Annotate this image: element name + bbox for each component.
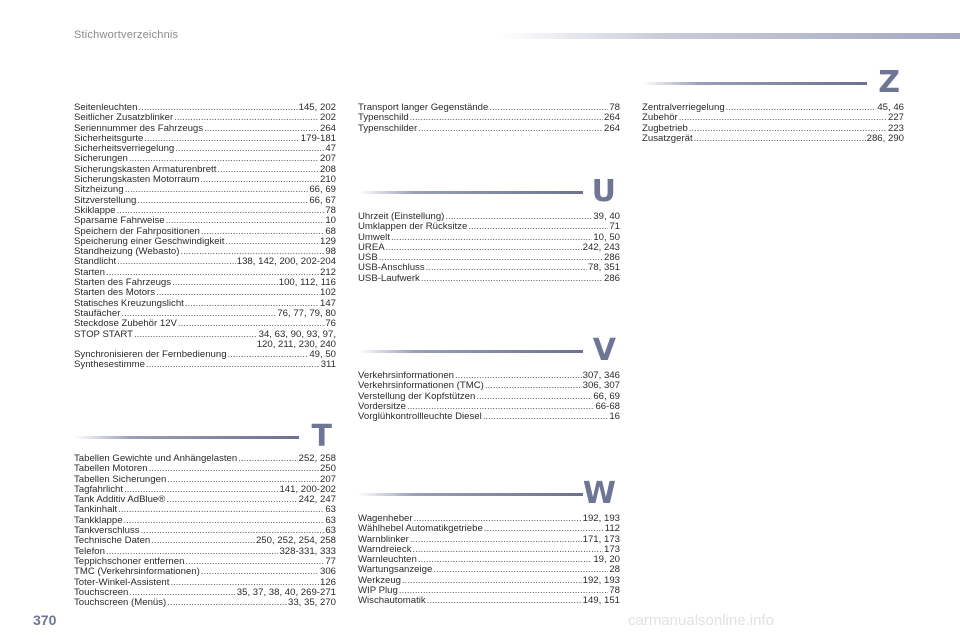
entry-term: Uhrzeit (Einstellung)	[358, 211, 445, 222]
entry-pages: 286	[603, 272, 620, 284]
dot-leader	[124, 516, 325, 526]
entry-pages: 145, 202	[298, 102, 336, 113]
entry-pages: 66-68	[595, 400, 620, 412]
entry-pages: 16	[609, 411, 620, 423]
index-list-v	[358, 371, 620, 422]
entry-pages: 192, 193	[582, 574, 620, 586]
letter-heading-w	[358, 476, 620, 511]
entry-pages: 227	[887, 112, 904, 124]
entry-pages: 141, 200-202	[279, 483, 336, 495]
entry-pages: 66, 67	[309, 194, 336, 206]
entry-pages: 102	[319, 287, 336, 299]
entry-pages: 250, 252, 254, 258	[255, 535, 336, 547]
entry-term: Standlicht	[74, 256, 117, 268]
index-entry	[74, 330, 336, 351]
entry-term: Typenschilder	[358, 122, 418, 134]
entry-pages: 306, 307	[582, 380, 620, 392]
entry-term: Sitzverstellung	[74, 194, 137, 206]
dot-leader	[386, 243, 582, 253]
dot-leader	[225, 237, 319, 247]
entry-term: Starten des Fahrzeugs	[74, 277, 172, 289]
index-entry	[74, 319, 336, 329]
entry-term: TMC (Verkehrsinformationen)	[74, 566, 200, 578]
dot-leader	[485, 381, 582, 391]
dot-leader	[679, 113, 887, 123]
entry-term: Verkehrsinformationen (TMC)	[358, 380, 484, 392]
entry-pages	[257, 330, 336, 351]
entry-term: UREA	[358, 241, 385, 253]
dot-leader	[178, 319, 324, 329]
entry-term: Zubehör	[642, 112, 678, 124]
dot-leader	[228, 350, 309, 360]
dot-leader	[689, 124, 887, 134]
entry-pages-line: 120, 211, 230, 240	[256, 338, 336, 350]
entry-pages: 68	[325, 225, 336, 237]
entry-term: STOP START	[74, 328, 133, 340]
entry-term: WIP Plug	[358, 585, 398, 597]
page-header-title: Stichwortverzeichnis	[74, 29, 179, 41]
dot-leader	[421, 274, 603, 284]
entry-term: Zusatzgerät	[642, 132, 693, 144]
entry-pages: 78	[609, 102, 620, 113]
entry-term: Wartungsanzeige	[358, 564, 433, 576]
entry-term: Speicherung einer Geschwindigkeit	[74, 235, 225, 247]
entry-term: Touchscreen	[74, 586, 129, 598]
entry-term: Warnleuchten	[358, 554, 417, 566]
dot-leader	[146, 360, 320, 370]
index-entry	[358, 243, 620, 253]
dot-leader	[410, 535, 582, 545]
entry-pages: 63	[325, 514, 336, 526]
index-entry	[358, 596, 620, 606]
entry-pages: 19, 20	[593, 554, 620, 566]
page-number: 370	[33, 612, 57, 628]
entry-pages: 208	[319, 163, 336, 175]
entry-term: Tank Additiv AdBlue®	[74, 494, 166, 506]
entry-term: Umklappen der Rücksitze	[358, 221, 468, 233]
entry-term: Warndreieck	[358, 543, 412, 555]
entry-pages: 100, 112, 116	[278, 277, 336, 289]
dot-leader	[445, 212, 592, 222]
dot-leader	[175, 144, 324, 154]
entry-pages: 47	[325, 143, 336, 155]
entry-pages: 39, 40	[593, 211, 620, 222]
entry-term: Speichern der Fahrpositionen	[74, 225, 200, 237]
entry-pages: 264	[603, 122, 620, 134]
entry-pages: 78, 351	[587, 262, 620, 274]
entry-pages: 98	[325, 246, 336, 258]
entry-pages: 35, 37, 38, 40, 269-271	[236, 586, 336, 598]
index-entry	[358, 124, 620, 134]
entry-term: Staufächer	[74, 307, 121, 319]
entry-term: Toter-Winkel-Assistent	[74, 576, 170, 588]
dot-leader	[694, 134, 866, 144]
dot-leader	[418, 124, 603, 134]
entry-pages: 223	[887, 122, 904, 134]
entry-term: Vorglühkontrollleuchte Diesel	[358, 411, 482, 423]
entry-pages: 78	[325, 204, 336, 216]
entry-term: Tankinhalt	[74, 504, 118, 516]
entry-pages: 66, 69	[593, 390, 620, 402]
entry-pages: 192, 193	[582, 513, 620, 524]
letter-divider-line	[74, 436, 299, 439]
entry-term: Teppichschoner entfernen	[74, 555, 185, 567]
entry-term: Wagenheber	[358, 513, 413, 524]
index-entry	[358, 222, 620, 232]
entry-pages: 63	[325, 525, 336, 537]
entry-term: Warnblinker	[358, 533, 409, 545]
dot-leader	[726, 103, 877, 113]
entry-term: Touchscreen (Menüs)	[74, 597, 167, 609]
entry-pages: 10, 50	[593, 231, 620, 243]
dot-leader	[201, 567, 319, 577]
entry-pages: 307, 346	[582, 370, 620, 381]
dot-leader	[134, 330, 256, 340]
letter-divider-line	[358, 191, 583, 194]
entry-pages: 207	[319, 153, 336, 165]
entry-term: Typenschild	[358, 112, 409, 124]
dot-leader	[166, 495, 297, 505]
index-entry	[642, 103, 904, 113]
index-entry	[642, 134, 904, 144]
entry-term: Seriennummer des Fahrzeugs	[74, 122, 204, 134]
entry-term: Seitlicher Zusatzblinker	[74, 112, 174, 124]
entry-pages-line: 34, 63, 90, 93, 97,	[258, 328, 336, 340]
entry-term: Tabellen Sicherungen	[74, 473, 167, 485]
entry-pages: 149, 151	[582, 595, 620, 607]
entry-term: Transport langer Gegenstände	[358, 102, 489, 113]
entry-term: Wischautomatik	[358, 595, 426, 607]
letter-w: W	[582, 476, 616, 511]
letter-t: T	[311, 419, 332, 454]
dot-leader	[167, 598, 287, 608]
letter-z: Z	[878, 65, 900, 100]
entry-term: Skiklappe	[74, 204, 116, 216]
header-decoration-bar	[500, 33, 960, 39]
dot-leader	[217, 165, 319, 175]
dot-leader	[149, 464, 319, 474]
entry-pages: 250	[319, 463, 336, 475]
index-list-z	[642, 103, 904, 144]
letter-divider-line	[642, 82, 867, 85]
entry-pages: 33, 35, 270	[287, 597, 336, 609]
dot-leader	[489, 103, 608, 113]
letter-heading-v	[358, 333, 620, 368]
entry-pages: 129	[319, 235, 336, 247]
entry-term: Tagfahrlicht	[74, 483, 124, 495]
entry-term: Sitzheizung	[74, 184, 124, 196]
dot-leader	[427, 596, 582, 606]
entry-term: Telefon	[74, 545, 105, 557]
entry-pages: 138, 142, 200, 202-204	[236, 256, 336, 268]
dot-leader	[118, 505, 324, 515]
entry-term: Steckdose Zubehör 12V	[74, 318, 177, 330]
dot-leader	[125, 185, 309, 195]
entry-pages: 28	[609, 564, 620, 576]
entry-pages: 126	[319, 576, 336, 588]
entry-term: Werkzeug	[358, 574, 402, 586]
entry-pages: 76	[325, 318, 336, 330]
entry-term: Umwelt	[358, 231, 390, 243]
entry-term: Sicherheitsverriegelung	[74, 143, 175, 155]
entry-term: Sicherheitsgurte	[74, 132, 144, 144]
entry-pages: 173	[603, 543, 620, 555]
entry-term: Wählhebel Automatikgetriebe	[358, 523, 483, 535]
entry-term: Tankklappe	[74, 514, 123, 526]
letter-divider-line	[358, 350, 583, 353]
letter-heading-t	[74, 419, 336, 454]
dot-leader	[238, 454, 297, 464]
entry-term: Tankverschluss	[74, 525, 140, 537]
dot-leader	[418, 555, 592, 565]
entry-term: USB-Laufwerk	[358, 272, 420, 284]
entry-term: Zentralverriegelung	[642, 102, 725, 113]
entry-pages: 66, 69	[309, 184, 336, 196]
entry-pages: 71	[609, 221, 620, 233]
index-entry	[358, 274, 620, 284]
entry-pages: 49, 50	[309, 349, 336, 361]
entry-term: Starten des Motors	[74, 287, 156, 299]
entry-pages: 311	[320, 359, 336, 371]
entry-term: Zugbetrieb	[642, 122, 688, 134]
footer-watermark: carmanualsonline.info	[628, 612, 774, 629]
entry-pages: 45, 46	[877, 102, 904, 113]
index-list-w	[358, 514, 620, 607]
entry-term: Vordersitze	[358, 400, 406, 412]
dot-leader	[391, 233, 592, 243]
index-list-t-continued	[358, 103, 620, 134]
entry-pages: 264	[603, 112, 620, 124]
entry-pages: 78	[609, 585, 620, 597]
entry-term: Sicherungskasten Armaturenbrett	[74, 163, 217, 175]
entry-pages: 210	[319, 174, 336, 186]
entry-term: Seitenleuchten	[74, 102, 138, 113]
entry-term: Technische Daten	[74, 535, 151, 547]
dot-leader	[410, 113, 603, 123]
entry-term: Verkehrsinformationen	[358, 370, 454, 381]
dot-leader	[483, 412, 609, 422]
entry-pages: 76, 77, 79, 80	[277, 307, 336, 319]
dot-leader	[151, 536, 255, 546]
entry-pages: 328-331, 333	[279, 545, 336, 557]
index-entry	[74, 598, 336, 608]
entry-pages: 179-181	[300, 132, 336, 144]
entry-term: Synchronisieren der Fernbedienung	[74, 349, 227, 361]
dot-leader	[468, 222, 608, 232]
entry-term: Statisches Kreuzungslicht	[74, 297, 184, 309]
entry-pages: 286	[603, 252, 620, 264]
dot-leader	[185, 557, 324, 567]
index-list-u	[358, 212, 620, 284]
entry-pages: 242, 243	[582, 241, 620, 253]
dot-leader	[200, 175, 319, 185]
entry-term: Tabellen Gewichte und Anhängelasten	[74, 453, 238, 464]
entry-pages: 212	[319, 266, 336, 278]
dot-leader	[413, 545, 603, 555]
dot-leader	[402, 576, 582, 586]
entry-term: Standheizung (Webasto)	[74, 246, 180, 258]
entry-pages: 202	[319, 112, 336, 124]
entry-pages: 264	[319, 122, 336, 134]
entry-term: USB	[358, 252, 378, 264]
dot-leader	[426, 263, 587, 273]
letter-u: U	[591, 174, 616, 209]
entry-term: Tabellen Motoren	[74, 463, 148, 475]
index-entry	[358, 412, 620, 422]
index-list-s	[74, 103, 336, 371]
letter-divider-line	[358, 493, 583, 496]
entry-pages: 147	[319, 297, 336, 309]
entry-term: Synthesestimme	[74, 359, 145, 371]
index-list-t	[74, 454, 336, 608]
entry-term: Verstellung der Kopfstützen	[358, 390, 476, 402]
entry-pages: 286, 290	[866, 132, 904, 144]
entry-pages: 63	[325, 504, 336, 516]
entry-term: Sparsame Fahrweise	[74, 215, 165, 227]
letter-v: V	[592, 333, 616, 368]
entry-term: Sicherungen	[74, 153, 128, 165]
dot-leader	[399, 586, 609, 596]
entry-pages: 112	[604, 523, 620, 535]
index-entry	[74, 360, 336, 370]
entry-pages: 171, 173	[582, 533, 620, 545]
entry-pages: 207	[319, 473, 336, 485]
entry-pages: 77	[325, 555, 336, 567]
dot-leader	[137, 196, 308, 206]
index-entry	[74, 257, 336, 267]
entry-term: USB-Anschluss	[358, 262, 425, 274]
entry-pages: 306	[319, 566, 336, 578]
letter-heading-z	[642, 65, 904, 100]
entry-pages: 252, 258	[298, 453, 336, 464]
index-entry	[358, 233, 620, 243]
entry-pages: 242, 247	[298, 494, 336, 506]
entry-pages: 10	[325, 215, 336, 227]
dot-leader	[476, 392, 592, 402]
dot-leader	[172, 278, 278, 288]
dot-leader	[117, 257, 236, 267]
letter-heading-u	[358, 174, 620, 209]
entry-term: Sicherungskasten Motorraum	[74, 174, 200, 186]
entry-term: Starten	[74, 266, 105, 278]
